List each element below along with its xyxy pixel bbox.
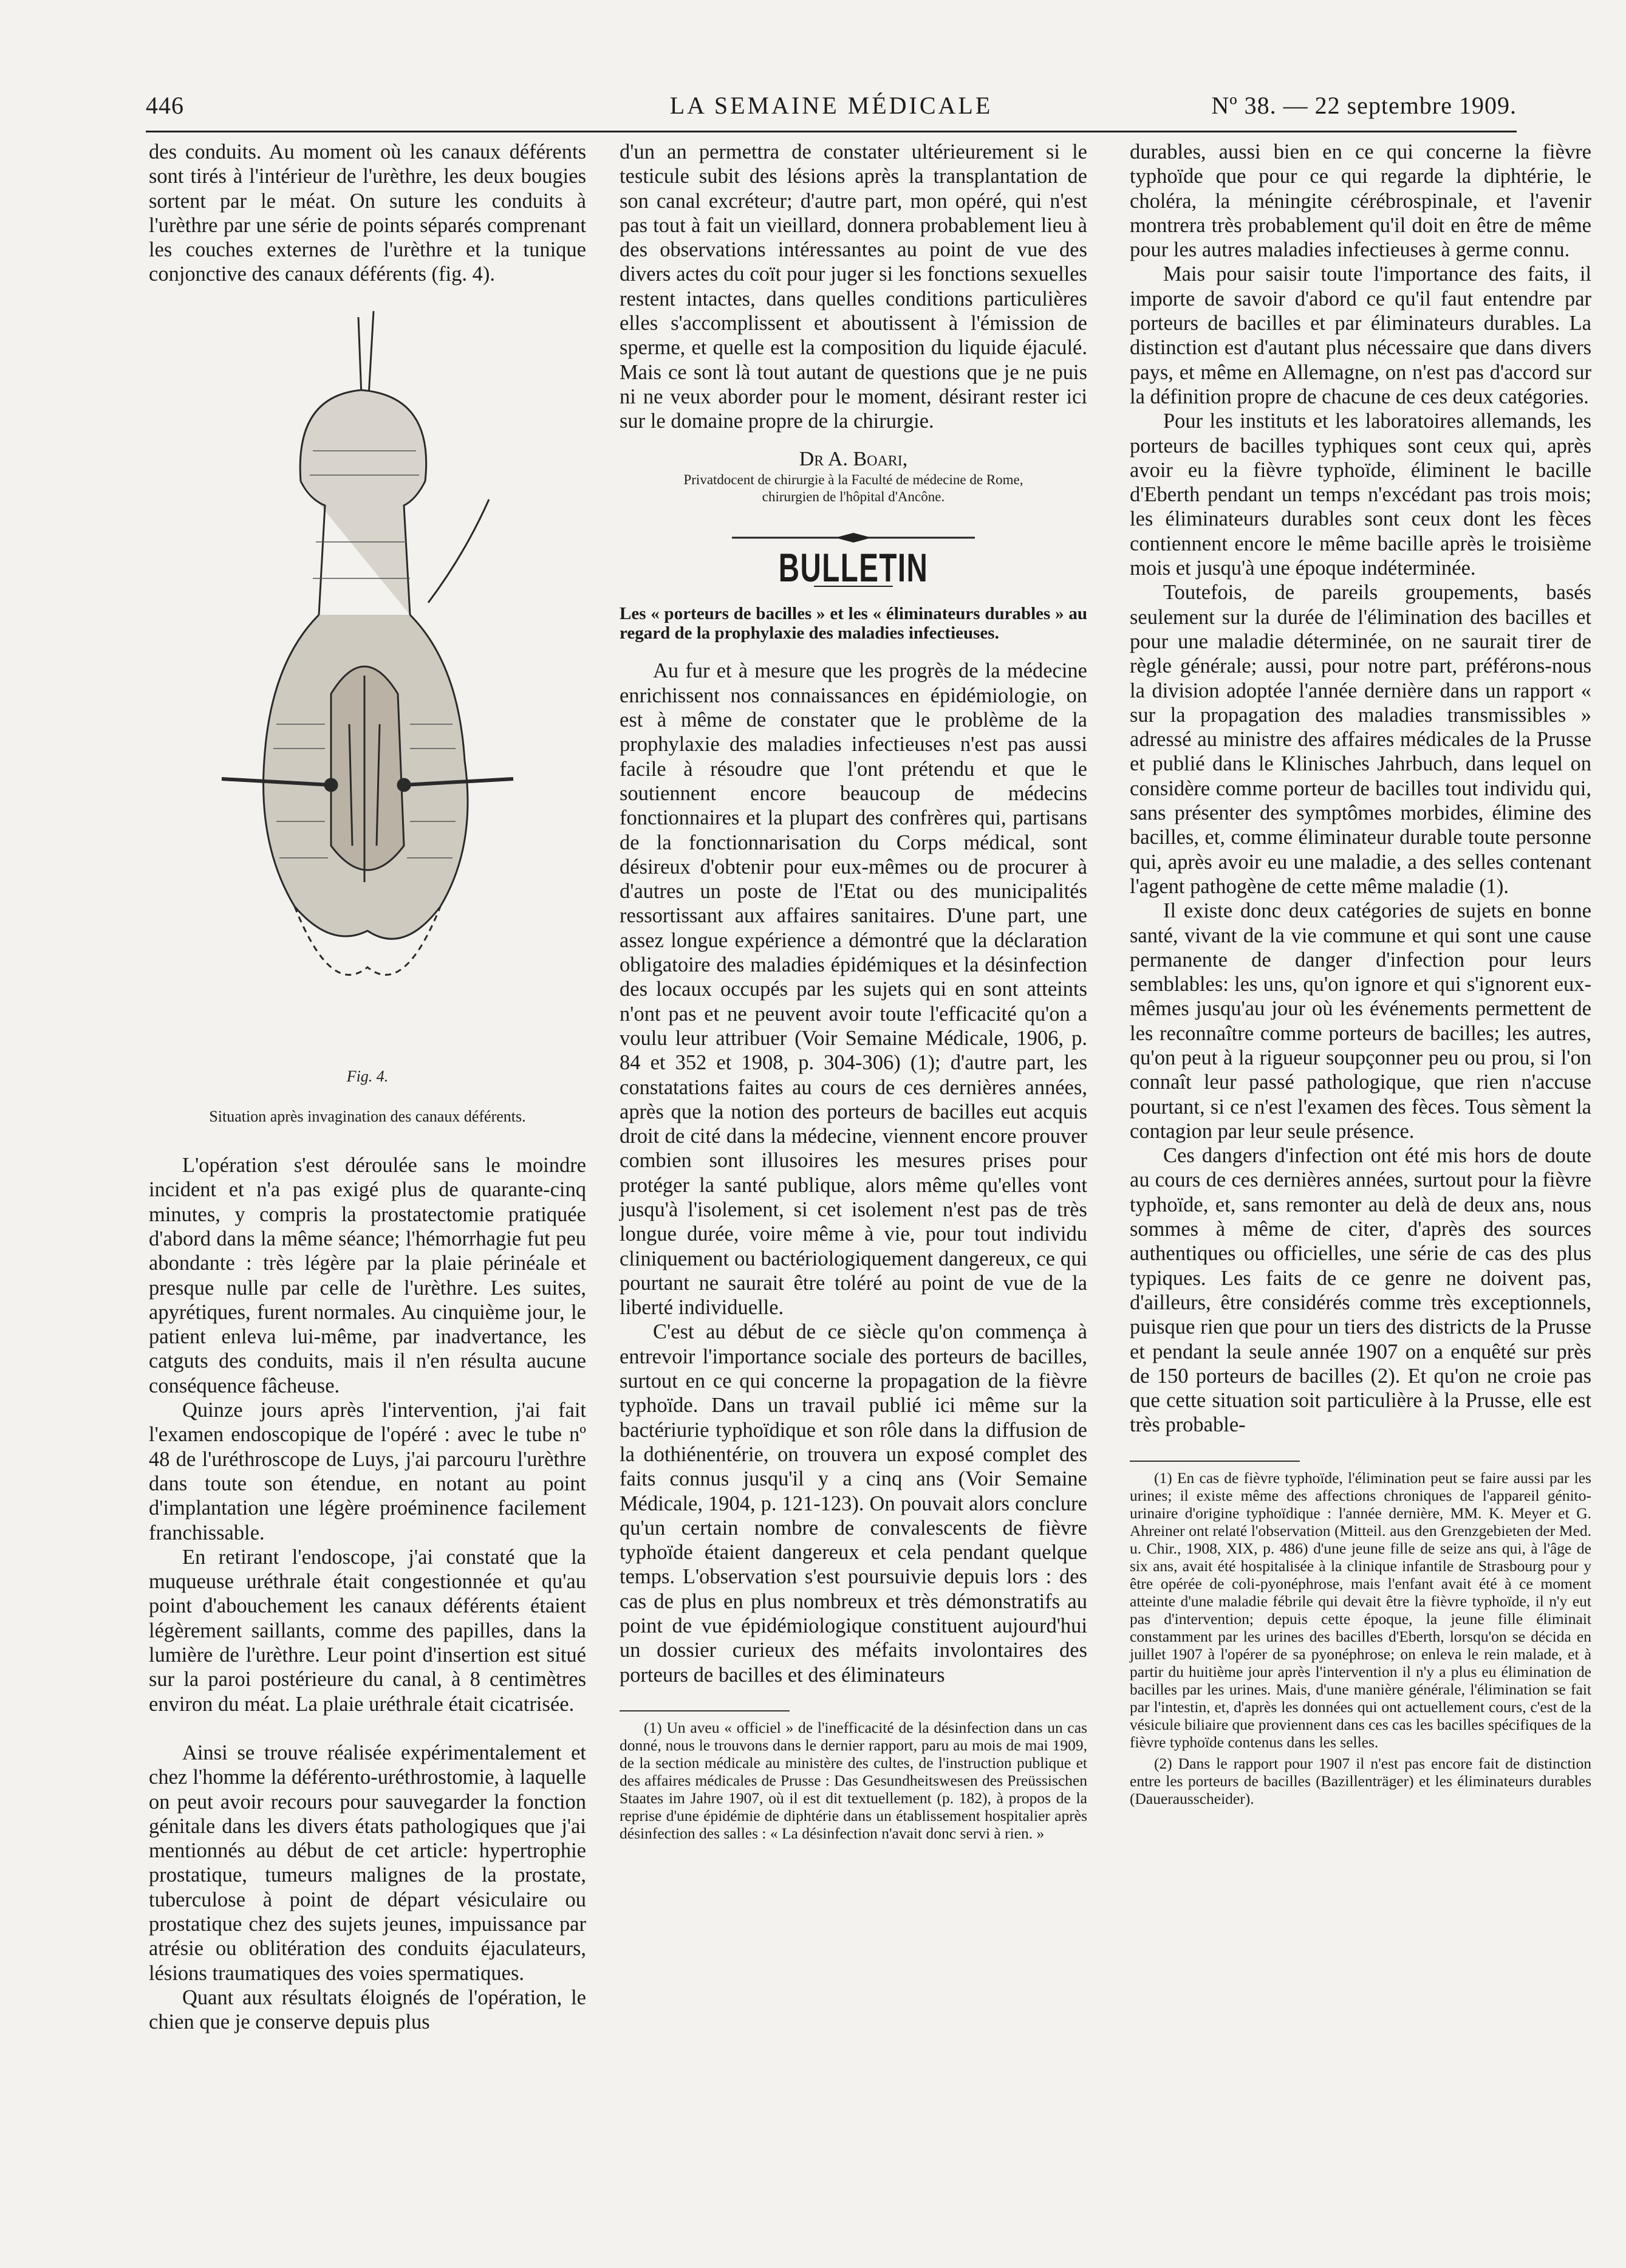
paragraph: des conduits. Au moment où les canaux déférents sont tirés à l'intérieur de l'urèthre, les deux bougies sortent par le méat. On suture les conduits à l'urèthre par une série de points séparés comprenant les couches externes de l'urèthre et la tunique conjonctive des canaux déférents (fig. 4). [149, 140, 586, 286]
figure-label: Fig. 4. [346, 1067, 389, 1085]
paragraph: Il existe donc deux catégories de sujets en bonne santé, vivant de la vie commune et qui sont une cause permanente de danger d'infection pour leurs semblables: les uns, qu'on ignore et qui s'ignorent eux-mêmes jusqu'au jour où les événements permettent de les reconnaître comme porteurs de bacilles; les autres, qu'on peut à la rigueur soupçonner peu ou prou, si l'on connaît leur passé pathologique, que rien n'accuse pourtant, si ce n'est l'examen des fèces. Tous sèment la contagion par leur seule présence. [1130, 899, 1591, 1143]
column-2 [620, 140, 1087, 1846]
footnote-separator [620, 1710, 790, 1711]
page-number: 446 [146, 92, 184, 119]
column-1 [149, 140, 586, 2034]
figure-4 [149, 299, 586, 1101]
paragraph: Toutefois, de pareils groupements, basés seulement sur la durée de l'élimination des bacilles et pour une maladie déterminée, on ne saurait tirer de règle générale; aussi, pour notre part, préférons-nous la division adoptée l'année dernière dans un rapport « sur la propagation des maladies transmissibles » adressé au ministre des affaires médicales de la Prusse et publié dans le Klinisches Jahrbuch, dans lequel on considère comme porteur de bacilles tout individu qui, sans présenter des symptômes morbides, élimine des bacilles, et, comme éliminateur durable toute personne qui, après avoir eu une maladie, a des selles contenant l'agent pathogène de cette même maladie (1). [1130, 581, 1591, 898]
figure-caption: Situation après invagination des canaux déférents. [209, 1107, 526, 1125]
footnote-separator [1130, 1461, 1300, 1462]
paragraph: Mais pour saisir toute l'importance des faits, il importe de savoir d'abord ce qu'il faut entendre par porteurs de bacilles et par éliminateurs durables. La distinction est d'autant plus nécessaire que dans divers pays, et même en Allemagne, on n'est pas d'accord sur la définition propre de chacune de ces deux catégories. [1130, 262, 1591, 408]
running-header [146, 91, 1517, 128]
paragraph: Ces dangers d'infection ont été mis hors de doute au cours de ces dernières années, surtout pour la fièvre typhoïde, et, sans remonter au delà de deux ans, nous sommes à même de citer, d'après des sources authentiques ou officielles, une série de cas des plus typiques. Les faits de ce genre ne doivent pas, d'ailleurs, être considérés comme très exceptionnels, puisque rien que pour un tiers des districts de la Prusse et pendant la seule année 1907 on a enquêté sur près de 150 porteurs de bacilles (2). Et qu'on ne croie pas que cette situation soit particulière à la Prusse, elle est très probable- [1130, 1144, 1591, 1437]
paragraph: d'un an permettra de constater ultérieurement si le testicule subit des lésions après la transplantation de son canal excréteur; d'autre part, mon opéré, qui n'est pas tout à fait un vieillard, donnera probablement lieu à des observations intéressantes au point de vue des divers actes du coït pour juger si les fonctions sexuelles restent intactes, dans quelles conditions particulières elles s'accomplissent et aboutissent à l'émission de sperme, et quelle est la composition du liquide éjaculé. Mais ce sont là tout autant de questions que je ne puis ni ne veux aborder pour le moment, désirant rester ici sur le domaine propre de la chirurgie. [620, 140, 1087, 433]
footnote: (1) Un aveu « officiel » de l'inefficacité de la désinfection dans un cas donné, nous le trouvons dans le dernier rapport, paru au mois de mai 1909, de la section médicale au ministère des cultes, de l'instruction publique et des affaires médicales de Prusse : Das Gesundheitswesen des Preüssischen Staates im Jahre 1907, où il est dit textuellement (p. 182), à propos de la reprise d'une épidémie de diphtérie dans un établissement hospitalier après désinfection des salles : « La désinfection n'avait donc servi à rien. » [620, 1718, 1087, 1842]
paragraph: durables, aussi bien en ce qui concerne la fièvre typhoïde que pour ce qui regarde la diphtérie, le choléra, la méningite cérébrospinale, et l'avenir montrera très probablement qu'il doit en être de même pour les autres maladies infectieuses à germe connu. [1130, 140, 1591, 262]
paragraph: En retirant l'endoscope, j'ai constaté que la muqueuse uréthrale était congestionnée et qu'au point d'abouchement les canaux déférents étaient légèrement saillants, comme des papilles, dans la lumière de l'urèthre. Leur point d'insertion est situé sur la paroi postérieure du canal, à 8 centimètres environ du méat. La plaie uréthrale était cicatrisée. [149, 1545, 586, 1716]
issue-date: Nº 38. — 22 septembre 1909. [1211, 92, 1517, 119]
paragraph: Quinze jours après l'intervention, j'ai fait l'examen endoscopique de l'opéré : avec le tube nº 48 de l'uréthroscope de Luys, j'ai parcouru l'urèthre dans toute son étendue, en notant au point d'implantation une légère proéminence facilement franchissable. [149, 1399, 586, 1544]
header-rule [146, 131, 1517, 132]
paragraph: Pour les instituts et les laboratoires allemands, les porteurs de bacilles typhiques sont ceux qui, après avoir eu la fièvre typhoïde, éliminent le bacille d'Eberth pendant un temps n'excédant pas trois mois; les éliminateurs durables sont ceux dont les fèces contiennent encore le même bacille après le troisième mois et jusqu'à une époque indéterminée. [1130, 409, 1591, 580]
footnote: (2) Dans le rapport pour 1907 il n'est pas encore fait de distinction entre les porteurs de bacilles (Bazillenträger) et les éliminateurs durables (Dauerausscheider). [1130, 1754, 1591, 1807]
footnote: (1) En cas de fièvre typhoïde, l'élimination peut se faire aussi par les urines; il existe même des affections chroniques de l'appareil génito-urinaire d'origine typhoïdique : l'année dernière, MM. K. Meyer et G. Ahreiner ont relaté l'observation (Mitteil. aus den Grenzgebieten der Med. u. Chir., 1908, XIX, p. 486) d'une jeune fille de seize ans qui, à l'âge de six ans, avait été hospitalisée à la clinique infantile de Strasbourg pour y être opérée de coli-pyonéphrose, mais l'enfant avait été à ce moment atteinte d'une maladie fébrile qui devait être la fièvre typhoïde, il n'y eut pas d'intervention; depuis cette époque, la jeune fille éliminait constamment par les urines des bacilles d'Eberth, lorsqu'on se décida en juillet 1907 à l'opérer de sa pyonéphrose; on enleva le rein malade, et à partir du huitième jour après l'intervention il n'y a plus eu élimination de bacilles par les urines. Mais, d'une manière générale, l'élimination se fait par l'intestin, et, d'après les données qui ont actuellement cours, c'est de la vésicule biliaire que proviennent dans ces cas les bacilles spécifiques de la fièvre typhoïde contenus dans les selles. [1130, 1468, 1591, 1751]
surgical-illustration [149, 299, 586, 1058]
article-subheading: Les « porteurs de bacilles » et les « éliminateurs durables » au regard de la prophylaxie des maladies infectieuses. [620, 604, 1087, 643]
author-affiliation: chirurgien de l'hôpital d'Ancône. [762, 488, 945, 504]
column-3 [1130, 140, 1591, 1811]
paragraph: Ainsi se trouve réalisée expérimentalement et chez l'homme la déférento-uréthrostomie, à laquelle on peut avoir recours pour sauvegarder la fonction génitale dans les divers états pathologiques que j'ai mentionnés au début de cet article: hypertrophie prostatique, tumeurs malignes de la prostate, tuberculose à point de départ vésiculaire ou prostatique chez des sujets jeunes, impuissance par atrésie ou oblitération des conduits éjaculateurs, lésions traumatiques des voies spermatiques. [149, 1741, 586, 1985]
paragraph: Au fur et à mesure que les progrès de la médecine enrichissent nos connaissances en épidémiologie, on est à même de constater que le problème de la prophylaxie des maladies infectieuses n'est pas aussi facile à résoudre que l'ont prétendu et que le soutiennent encore beaucoup de médecins fonctionnaires et la plupart des confrères qui, partisans de la fonctionnarisation du Corps médical, sont désireux d'obtenir pour eux-mêmes ou de procurer à d'autres un poste de l'Etat ou des municipalités ressortissant aux affaires sanitaires. D'une part, une assez longue expérience a démontré que la déclaration obligatoire des maladies épidémiques et la désinfection des locaux occupés par les sujets qui en sont atteints n'ont pas et ne peuvent avoir toute l'efficacité qu'on a voulu leur attribuer (Voir Semaine Médicale, 1906, p. 84 et 352 et 1908, p. 304-306) (1); d'autre part, les constatations faites au cours de ces dernières années, après que la notion des porteurs de bacilles eut acquis droit de cité dans la médecine, viennent encore prouver combien sont illusoires les mesures prises pour protéger la santé publique, alors même qu'elles vont jusqu'à l'isolement, si cet isolement n'est pas de très longue durée, voire même à vie, pour tout individu cliniquement ou bactériologiquement dangereux, ce qui pourtant ne saurait être toléré au point de vue de la liberté individuelle. [620, 659, 1087, 1320]
journal-title: LA SEMAINE MÉDICALE [669, 92, 993, 119]
paragraph: C'est au début de ce siècle qu'on commença à entrevoir l'importance sociale des porteurs de bacilles, surtout en ce qui concerne la propagation de la fièvre typhoïde. Dans un travail publié ici même sur la bactériurie typhoïdique et son rôle dans la diffusion de la dothiénentérie, on trouvera un exposé complet des faits connus jusqu'il y a cinq ans (Voir Semaine Médicale, 1904, p. 121-123). On pouvait alors conclure qu'un certain nombre de convalescents de fièvre typhoïde étaient dangereux et cela pendant quelque temps. L'observation s'est poursuivie depuis lors : des cas de plus en plus nombreux et très démonstratifs au point de vue épidémiologique constituent aujourd'hui un dossier curieux des méfaits involontaires des porteurs de bacilles et des éliminateurs [620, 1320, 1087, 1687]
paragraph: L'opération s'est déroulée sans le moindre incident et n'a pas exigé plus de quarante-cinq minutes, y compris la prostatectomie pratiquée d'abord dans la même séance; l'hémorrhagie fut peu abondante : très légère par la plaie périnéale et presque nulle par celle de l'urèthre. Les suites, apyrétiques, furent normales. Au cinquième jour, le patient enleva lui-même, par inadvertance, les catguts des conduits, mais il n'en résulta aucune conséquence fâcheuse. [149, 1154, 586, 1397]
author-affiliation: Privatdocent de chirurgie à la Faculté de médecine de Rome, [683, 471, 1023, 487]
paragraph: Quant aux résultats éloignés de l'opération, le chien que je conserve depuis plus [149, 1985, 586, 2034]
author-signature: Dr A. Boari, [799, 447, 908, 470]
section-heading: BULLETIN [778, 545, 929, 591]
divider-ornament-icon [732, 532, 975, 544]
